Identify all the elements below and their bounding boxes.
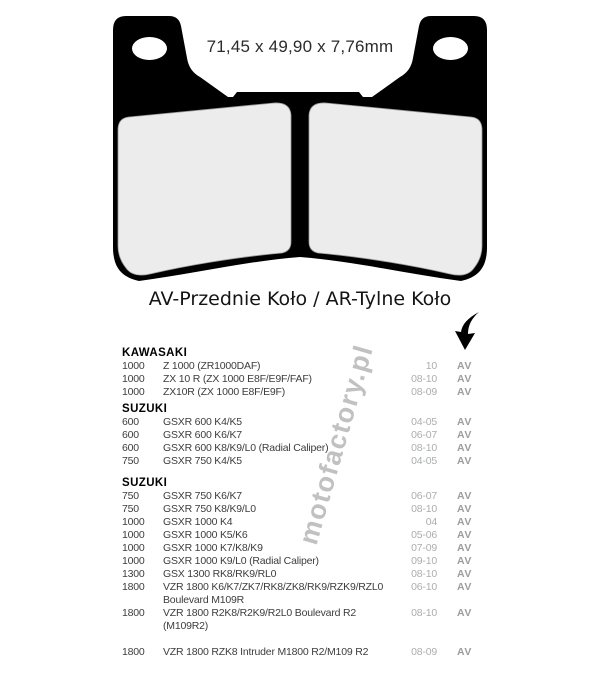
year-range: 08-10 [411,373,437,385]
fitment-section [0,403,600,468]
table-row [0,503,600,516]
model-name: GSX 1300 RK8/RK9/RL0 [163,568,277,580]
engine-cc: 600 [122,442,139,454]
table-row [0,646,600,659]
fitment-section [0,347,600,399]
engine-cc: 1800 [122,607,145,619]
model-name: VZR 1800 R2K8/R2K9/R2L0 Boulevard R2 (M109R2) [163,607,356,632]
model-name: GSXR 1000 K9/L0 (Radial Caliper) [163,555,319,567]
engine-cc: 1000 [122,360,145,372]
engine-cc: 1000 [122,555,145,567]
engine-cc: 1000 [122,386,145,398]
year-range: 09-10 [411,555,437,567]
table-row [0,455,600,468]
position-code: AV [457,607,473,619]
model-name: GSXR 600 K6/K7 [163,429,242,441]
engine-cc: 1000 [122,516,145,528]
year-range: 05-06 [411,529,437,541]
model-name: GSXR 750 K6/K7 [163,490,242,502]
section-rows [0,490,600,659]
engine-cc: 600 [122,416,139,428]
section-rows [0,360,600,399]
position-code: AV [457,516,473,528]
fitment-section [0,477,600,659]
model-name: ZX 10 R (ZX 1000 E8F/E9F/FAF) [163,373,312,385]
position-legend-heading: AV-Przednie Koło / AR-Tylne Koło [148,288,452,310]
engine-cc: 750 [122,455,139,467]
brand-header: SUZUKI [122,403,168,415]
position-code: AV [457,646,473,658]
year-range: 04 [425,516,437,528]
year-range: 08-10 [411,503,437,515]
down-arrow-icon [452,311,482,351]
position-code: AV [457,542,473,554]
position-code: AV [457,360,473,372]
position-code: AV [457,555,473,567]
engine-cc: 1800 [122,646,145,658]
section-rows [0,416,600,468]
model-name: GSXR 1000 K7/K8/K9 [163,542,263,554]
model-name: GSXR 750 K4/K5 [163,455,242,467]
engine-cc: 1000 [122,529,145,541]
engine-cc: 1000 [122,542,145,554]
table-row [0,490,600,503]
table-row [0,360,600,373]
position-code: AV [457,455,473,467]
position-code: AV [457,416,473,428]
position-code: AV [457,386,473,398]
position-code: AV [457,373,473,385]
year-range: 08-09 [411,646,437,658]
year-range: 06-07 [411,490,437,502]
year-range: 08-10 [411,568,437,580]
table-row [0,555,600,568]
pad-dimensions-label: 71,45 x 49,90 x 7,76mm [206,37,394,56]
table-row [0,429,600,442]
engine-cc: 600 [122,429,139,441]
brand-header: KAWASAKI [122,347,188,359]
brand-header: SUZUKI [122,477,168,489]
position-code: AV [457,429,473,441]
engine-cc: 1000 [122,373,145,385]
position-code: AV [457,503,473,515]
year-range: 07-09 [411,542,437,554]
year-range: 08-09 [411,386,437,398]
table-row [0,373,600,386]
model-name: GSXR 1000 K4 [163,516,233,528]
year-range: 06-07 [411,429,437,441]
table-row [0,529,600,542]
friction-pad-left [118,103,291,275]
engine-cc: 1300 [122,568,145,580]
table-row [0,442,600,455]
model-name: GSXR 750 K8/K9/L0 [163,503,256,515]
fitment-table [0,347,600,659]
table-row [0,542,600,555]
engine-cc: 750 [122,490,139,502]
position-code: AV [457,490,473,502]
year-range: 08-10 [411,442,437,454]
year-range: 06-10 [411,581,437,593]
year-range: 04-05 [411,455,437,467]
table-row [0,607,600,633]
table-row [0,581,600,607]
year-range: 10 [425,360,437,372]
table-row [0,386,600,399]
position-code: AV [457,568,473,580]
model-name: VZR 1800 RZK8 Intruder M1800 R2/M109 R2 [163,646,369,658]
model-name: GSXR 600 K8/K9/L0 (Radial Caliper) [163,442,329,454]
engine-cc: 1800 [122,581,145,593]
year-range: 04-05 [411,416,437,428]
position-code: AV [457,529,473,541]
engine-cc: 750 [122,503,139,515]
table-row [0,568,600,581]
table-row [0,416,600,429]
table-row [0,516,600,529]
position-code: AV [457,442,473,454]
watermark: motofactory.pl [293,340,379,548]
year-range: 08-10 [411,607,437,619]
position-code: AV [457,581,473,593]
model-name: ZX10R (ZX 1000 E8F/E9F) [163,386,286,398]
model-name: Z 1000 (ZR1000DAF) [163,360,261,372]
model-name: VZR 1800 K6/K7/ZK7/RK8/ZK8/RK9/RZK9/RZL0 Boulevard M109R [163,581,384,606]
model-name: GSXR 1000 K5/K6 [163,529,248,541]
friction-pad-right [309,103,482,275]
model-name: GSXR 600 K4/K5 [163,416,242,428]
